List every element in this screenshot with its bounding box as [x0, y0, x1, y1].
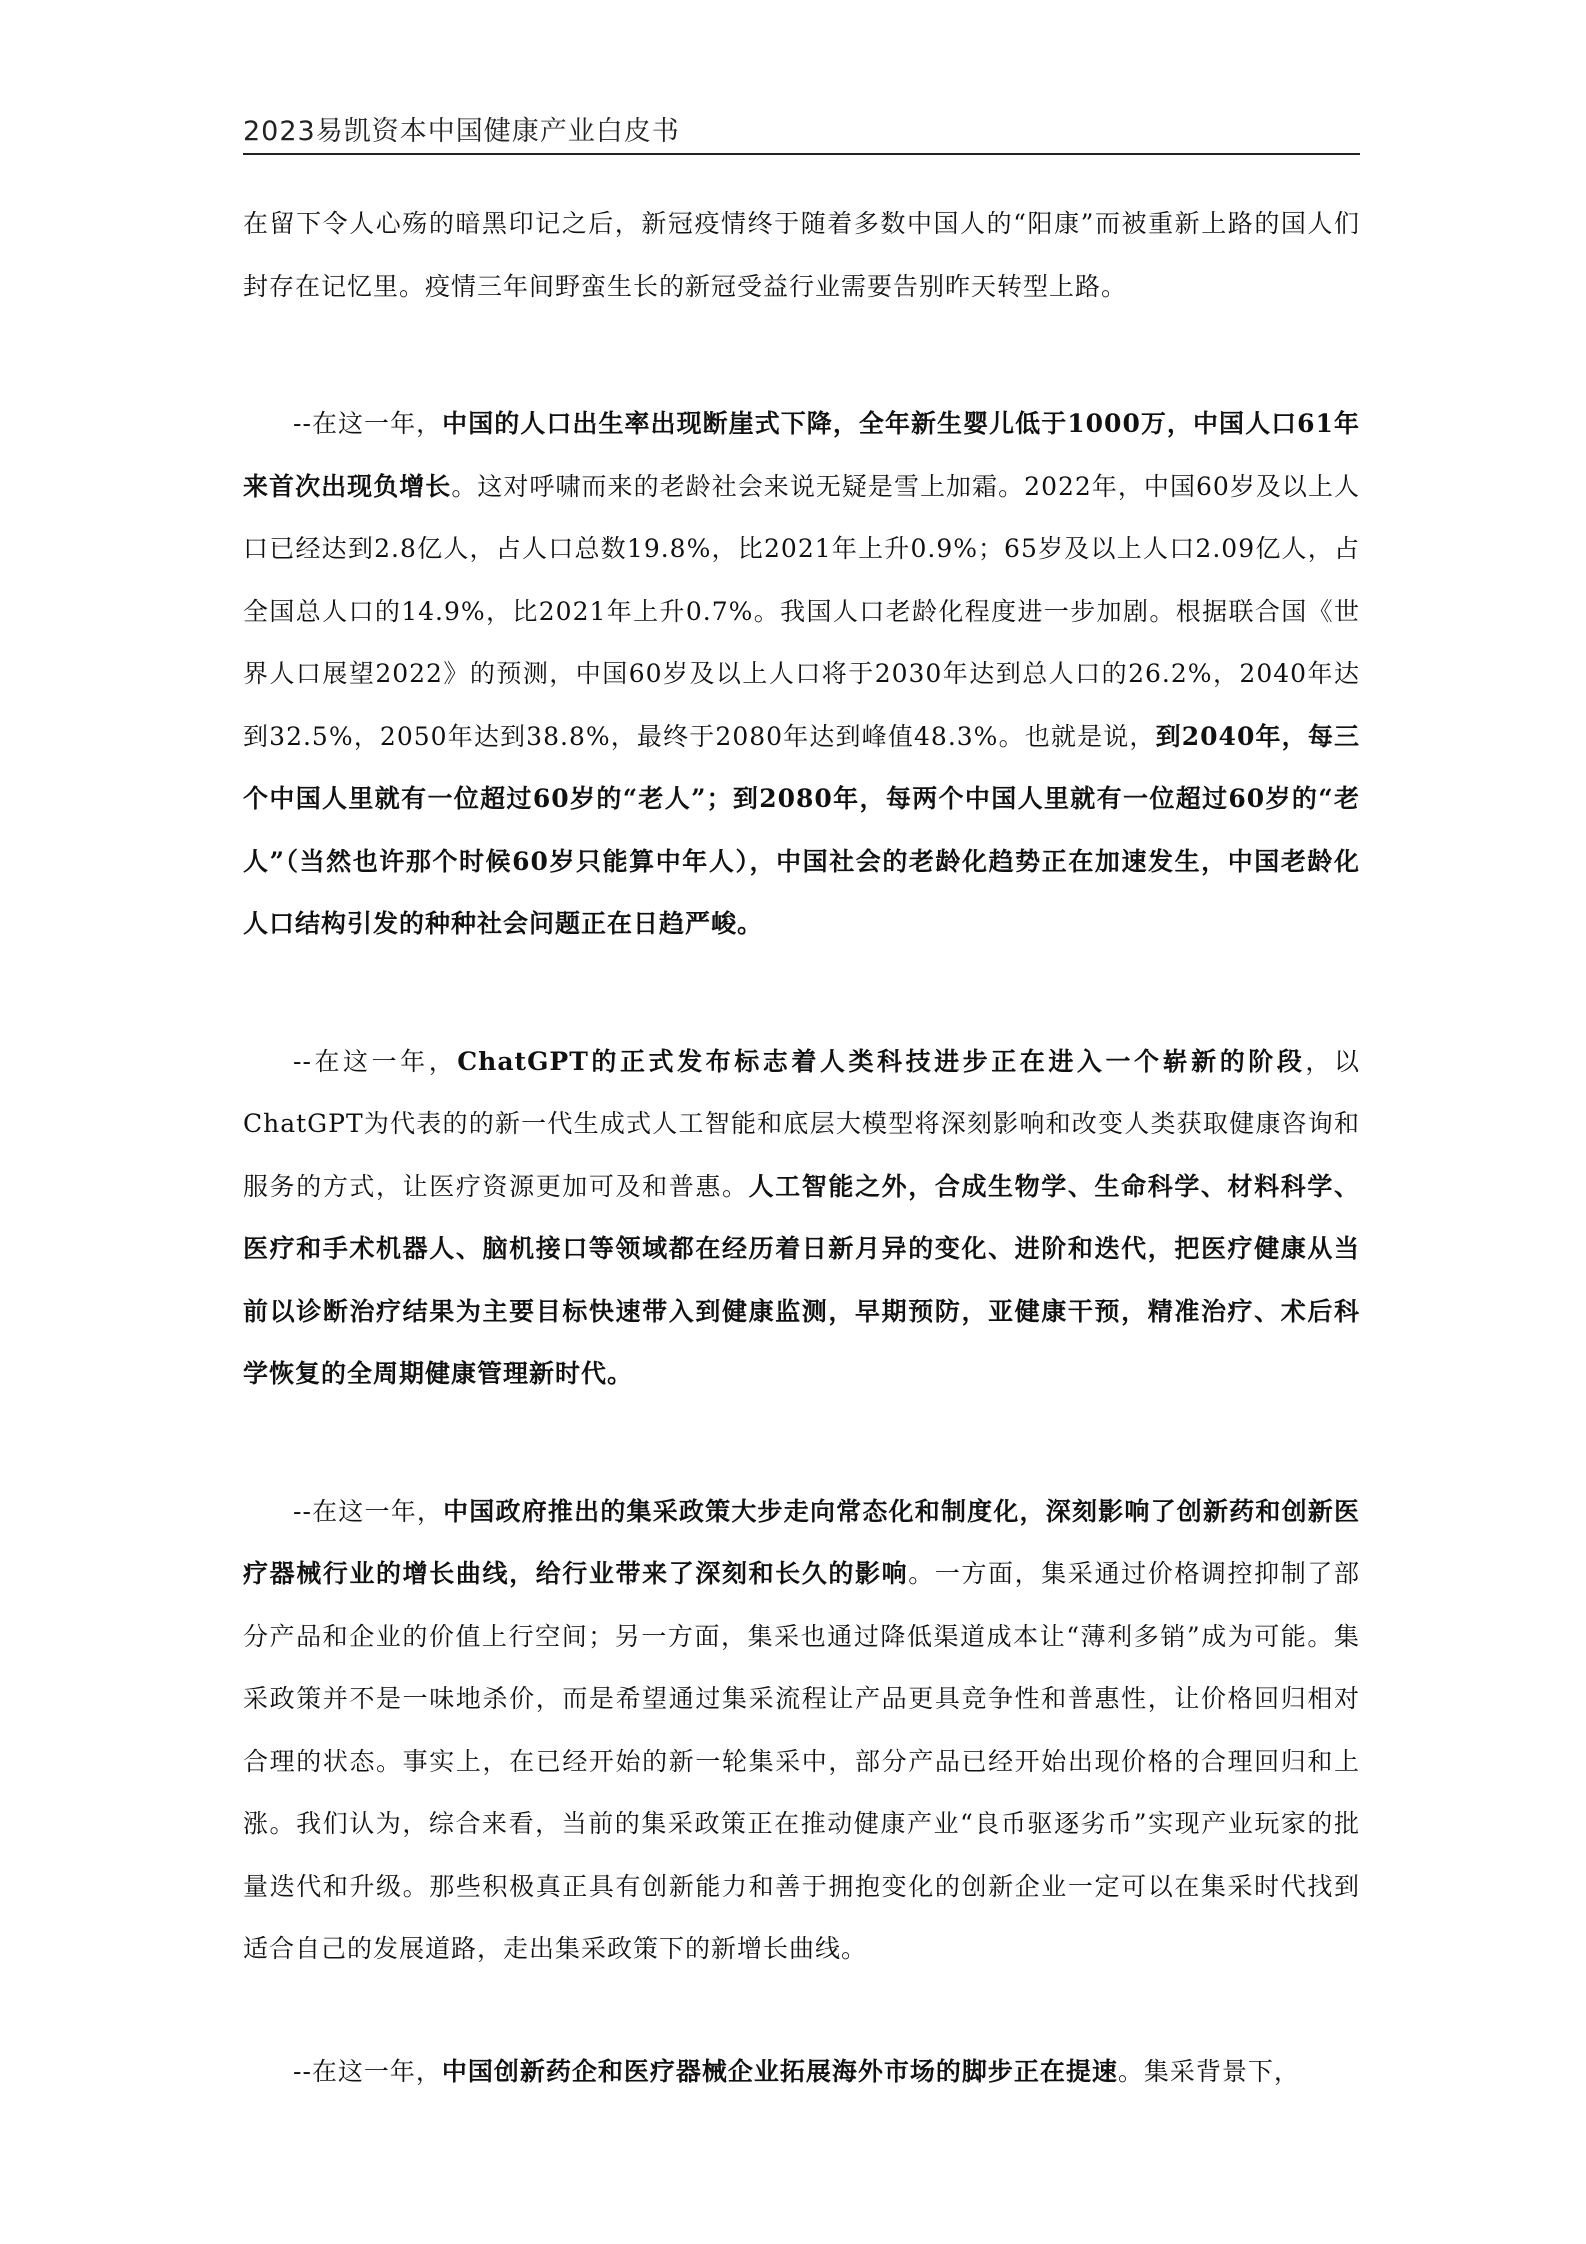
text-segment: --在这一年，: [293, 409, 443, 438]
paragraph-covid: [243, 193, 1360, 318]
running-header: 2023易凯资本中国健康产业白皮书: [243, 116, 680, 147]
paragraph-population: [243, 393, 1360, 956]
text-segment: --在这一年，: [293, 2056, 442, 2086]
paragraph-gap: [243, 318, 1360, 393]
text-segment-bold: 中国政府推出的集采政策大步走向常态化和制度化，深刻影响了创新药和创新医疗器械行业的增长曲线，给行业带来了深刻和长久的影响: [243, 1496, 1360, 1588]
paragraph-chatgpt: [243, 1031, 1360, 1406]
paragraph-gap: [243, 956, 1360, 1031]
text-segment-bold: 中国创新药企和医疗器械企业拓展海外市场的脚步正在提速: [441, 2056, 1118, 2086]
text-segment-bold: 中国的人口出生率出现断崖式下降，全年新生婴儿低于1000万，中国人口61年来首次出现负增长: [243, 409, 1360, 501]
text-segment: 在留下令人心殇的暗黑印记之后，新冠疫情终于随着多数中国人的“阳康”而被重新上路的国人们封存在记忆里。疫情三年间野蛮生长的新冠受益行业需要告别昨天转型上路。: [243, 209, 1360, 301]
paragraph-procurement: [243, 1481, 1360, 1981]
text-segment: ，以ChatGPT为代表的的新一代生成式人工智能和底层大模型将深刻影响和改变人类获取健康咨询和服务的方式，让医疗资源更加可及和普惠。: [243, 1046, 1360, 1201]
text-segment: --在这一年，: [293, 1046, 458, 1076]
paragraph-overseas: [243, 2041, 1360, 2104]
text-segment: 。这对呼啸而来的老龄社会来说无疑是雪上加霜。2022年，中国60岁及以上人口已经达到2.8亿人，占人口总数19.8%，比2021年上升0.9%；65岁及以上人口2.09亿人，占全国总人口的14.9%，比2021年上升0.7%。我国人口老龄化程度进一步加剧。根据联合国《世界人口展望2022》的预测，中国60岁及以上人口将于2030年达到总人口的26.2%，2040年达到32.5%，2050年达到38.8%，最终于2080年达到峰值48.3%。也就是说，: [243, 471, 1360, 751]
paragraph-gap: [243, 1406, 1360, 1481]
text-segment-bold: ChatGPT的正式发布标志着人类科技进步正在进入一个崭新的阶段: [457, 1046, 1306, 1076]
text-segment: --在这一年，: [293, 1496, 444, 1526]
header-rule: [243, 153, 1360, 155]
text-segment-bold: 人工智能之外，合成生物学、生命科学、材料科学、医疗和手术机器人、脑机接口等领域都在经历着日新月异的变化、进阶和迭代，把医疗健康从当前以诊断治疗结果为主要目标快速带入到健康监测，早期预防，亚健康干预，精准治疗、术后科学恢复的全周期健康管理新时代。: [243, 1171, 1360, 1388]
body-text: [243, 193, 1360, 2103]
text-segment: 。一方面，集采通过价格调控抑制了部分产品和企业的价值上行空间；另一方面，集采也通过降低渠道成本让“薄利多销”成为可能。集采政策并不是一味地杀价，而是希望通过集采流程让产品更具竞争性和普惠性，让价格回归相对合理的状态。事实上，在已经开始的新一轮集采中，部分产品已经开始出现价格的合理回归和上涨。我们认为，综合来看，当前的集采政策正在推动健康产业“良币驱逐劣币”实现产业玩家的批量迭代和升级。那些积极真正具有创新能力和善于拥抱变化的创新企业一定可以在集采时代找到适合自己的发展道路，走出集采政策下的新增长曲线。: [243, 1559, 1360, 1963]
text-segment-bold: 到2040年，每三个中国人里就有一位超过60岁的“老人”；到2080年，每两个中国人里就有一位超过60岁的“老人”（当然也许那个时候60岁只能算中年人），中国社会的老龄化趋势正在加速发生，中国老龄化人口结构引发的种种社会问题正在日趋严峻。: [243, 721, 1360, 938]
text-segment: 。集采背景下，: [1117, 2056, 1300, 2086]
paragraph-gap: [243, 1981, 1360, 2041]
